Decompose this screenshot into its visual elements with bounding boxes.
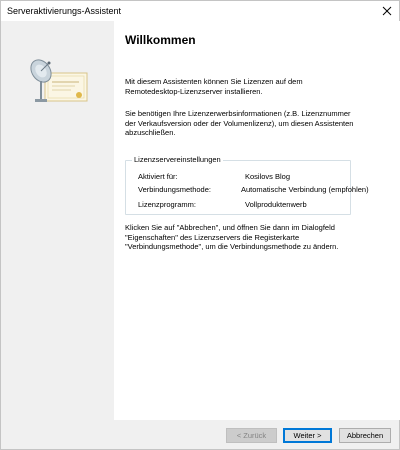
license-program-label: Lizenzprogramm: — [138, 200, 196, 209]
close-button[interactable] — [379, 3, 395, 19]
license-server-settings-group — [125, 155, 369, 215]
wizard-content — [114, 21, 400, 420]
activated-for-value: Kosilovs Blog — [245, 172, 291, 181]
instructions-text: Klicken Sie auf "Abbrechen", und öffnen Sie dann im Dialogfeld "Eigenschaften" des Lizenzservers die Registerkarte "Verbindungsmethode", um die Verbindungsmethode zu ändern. — [125, 223, 339, 251]
close-icon — [382, 6, 392, 16]
wizard-side-panel — [1, 21, 114, 420]
cancel-button[interactable]: Abbrechen — [339, 428, 391, 443]
next-button[interactable]: Weiter > — [283, 428, 332, 443]
license-program-value: Vollproduktenwerb — [245, 200, 307, 209]
page-title: Willkommen — [125, 33, 196, 47]
connection-method-value: Automatische Verbindung (empfohlen) — [241, 185, 369, 194]
activated-for-label: Aktiviert für: — [138, 172, 178, 181]
requirements-text: Sie benötigen Ihre Lizenzerwerbsinformationen (z.B. Lizenznummer der Verkaufsversion oder der Volumenlizenz), um diesen Assistenten abzuschließen. — [125, 109, 354, 137]
title-bar — [1, 1, 399, 21]
window-title: Serveraktivierungs-Assistent — [7, 6, 122, 16]
intro-text: Mit diesem Assistenten können Sie Lizenzen auf dem Remotedesktop-Lizenzserver installieren. — [125, 77, 303, 96]
back-button[interactable]: < Zurück — [226, 428, 277, 443]
group-legend: Lizenzservereinstellungen — [134, 155, 221, 164]
connection-method-label: Verbindungsmethode: — [138, 185, 211, 194]
satellite-certificate-icon — [27, 55, 89, 111]
